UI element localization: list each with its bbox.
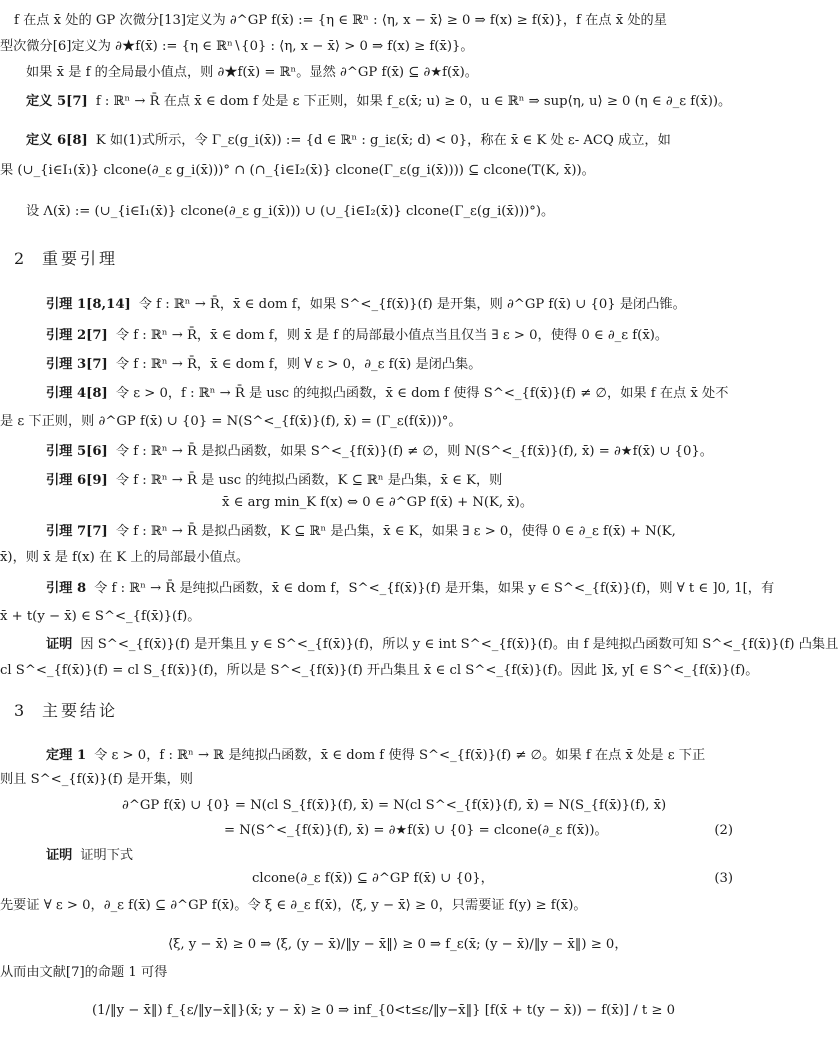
lemma-3-text: 令 f : ℝⁿ → R̄，x̄ ∈ dom f，则 ∀ ε > 0，∂_ε f(x̄) 是闭凸集。	[115, 357, 482, 372]
theorem-1	[46, 747, 749, 765]
lemma-4	[46, 385, 749, 403]
equation-5: (1/‖y − x̄‖) f_{ε/‖y−x̄‖}(x̄; y − x̄) ≥ 0 ⇒ inf_{0<t≤ε/‖y−x̄‖} [f(x̄ + t(y − x̄)) − f(x̄)] / t ≥ 0	[92, 1003, 675, 1018]
lemma-2-label: 引理 2[7]	[46, 328, 108, 343]
lemma-6	[46, 472, 749, 490]
lemma-2-text: 令 f : ℝⁿ → R̄，x̄ ∈ dom f，则 x̄ 是 f 的局部最小值点当且仅当 ∃ ε > 0，使得 0 ∈ ∂_ε f(x̄)。	[115, 328, 669, 343]
lemma-7-label: 引理 7[7]	[46, 524, 108, 539]
section-3-heading	[14, 700, 118, 722]
lemma-4-continued: 是 ε 下正则，则 ∂^GP f(x̄) ∪ {0} = N(S^<_{f(x̄)}(f), x̄) = (Γ_ε(f(x̄)))°。	[0, 414, 462, 429]
section-2-heading	[14, 248, 118, 270]
lemma-5	[46, 443, 749, 461]
lemma-7-text: 令 f : ℝⁿ → R̄ 是拟凸函数，K ⊆ ℝⁿ 是凸集，x̄ ∈ K，如果 ∃ ε > 0，使得 0 ∈ ∂_ε f(x̄) + N(K,	[115, 524, 676, 539]
theorem-1-label: 定理 1	[46, 748, 87, 763]
definition-5	[26, 93, 749, 111]
theorem-1-continued: 则且 S^<_{f(x̄)}(f) 是开集，则	[0, 772, 193, 787]
section-2-number: 2	[14, 249, 25, 268]
lemma-8-label: 引理 8	[46, 581, 87, 596]
gp-subdifferential-definition: f 在点 x̄ 处的 GP 次微分[13]定义为 ∂^GP f(x̄) := {η ∈ ℝⁿ : ⟨η, x − x̄⟩ ≥ 0 ⇒ f(x) ≥ f(x̄)}，f 在点 x̄ 处的星	[14, 13, 667, 28]
lemma-7	[46, 523, 749, 541]
proof-step-1: 先要证 ∀ ε > 0，∂_ε f(x̄) ⊆ ∂^GP f(x̄)。令 ξ ∈ ∂_ε f(x̄)，⟨ξ, y − x̄⟩ ≥ 0，只需要证 f(y) ≥ f(x̄)。	[0, 898, 587, 913]
lemma-6-text: 令 f : ℝⁿ → R̄ 是 usc 的纯拟凸函数，K ⊆ ℝⁿ 是凸集，x̄ ∈ K，则	[115, 473, 503, 488]
lemma-4-label: 引理 4[8]	[46, 386, 108, 401]
definition-6-condition: 果 (∪_{i∈I₁(x̄)} clcone(∂_ε g_i(x̄)))° ∩ (∩_{i∈I₂(x̄)} clcone(Γ_ε(g_i(x̄)))) ⊆ clcone(T(K, x̄))。	[0, 163, 595, 178]
lemma-8	[46, 580, 775, 598]
section-2-title: 重要引理	[42, 249, 119, 268]
lemma-5-label: 引理 5[6]	[46, 444, 108, 459]
lemma-6-label: 引理 6[9]	[46, 473, 108, 488]
section-3-number: 3	[14, 701, 25, 720]
theorem-1-proof	[46, 847, 749, 865]
lemma-1-label: 引理 1[8,14]	[46, 297, 131, 312]
definition-6	[26, 132, 749, 150]
proof-label: 证明	[46, 637, 73, 652]
theorem-proof-label: 证明	[46, 848, 73, 863]
equation-2-first-line: ∂^GP f(x̄) ∪ {0} = N(cl S_{f(x̄)}(f), x̄) = N(cl S^<_{f(x̄)}(f), x̄) = N(S_{f(x̄)}(f), x̄)	[122, 798, 667, 813]
lemma-8-proof-continued: cl S^<_{f(x̄)}(f) = cl S_{f(x̄)}(f)，所以是 S^<_{f(x̄)}(f) 开凸集且 x̄ ∈ cl S^<_{f(x̄)}(f)。因此 ]x̄, y[ ∈ S^<_{f(x̄)}(f)。	[0, 663, 759, 678]
lemma-6-equation: x̄ ∈ arg min_K f(x) ⇔ 0 ∈ ∂^GP f(x̄) + N(K, x̄)。	[222, 495, 534, 510]
lemma-8-continued: x̄ + t(y − x̄) ∈ S^<_{f(x̄)}(f)。	[0, 609, 201, 624]
lemma-1	[46, 296, 749, 314]
definition-5-text: f : ℝⁿ → R̄ 在点 x̄ ∈ dom f 处是 ε 下正则，如果 f_ε(x̄; u) ≥ 0，u ∈ ℝⁿ ⇒ sup⟨η, u⟩ ≥ 0 (η ∈ ∂_ε f(x̄))。	[95, 94, 732, 109]
lemma-1-text: 令 f : ℝⁿ → R̄，x̄ ∈ dom f，如果 S^<_{f(x̄)}(f) 是开集，则 ∂^GP f(x̄) ∪ {0} 是闭凸锥。	[138, 297, 686, 312]
lemma-8-proof	[46, 636, 838, 654]
theorem-proof-text: 证明下式	[80, 848, 134, 863]
theorem-1-text: 令 ε > 0，f : ℝⁿ → ℝ 是纯拟凸函数，x̄ ∈ dom f 使得 S^<_{f(x̄)}(f) ≠ ∅。如果 f 在点 x̄ 处是 ε 下正	[94, 748, 706, 763]
lemma-4-text: 令 ε > 0，f : ℝⁿ → R̄ 是 usc 的纯拟凸函数，x̄ ∈ dom f 使得 S^<_{f(x̄)}(f) ≠ ∅，如果 f 在点 x̄ 处不	[115, 386, 729, 401]
proof-text: 因 S^<_{f(x̄)}(f) 是开集且 y ∈ S^<_{f(x̄)}(f)，所以 y ∈ int S^<_{f(x̄)}(f)。由 f 是纯拟凸函数可知 S^<_{f(x̄)}(f) 凸集且	[80, 637, 838, 652]
star-subdifferential-definition: 型次微分[6]定义为 ∂★f(x̄) := {η ∈ ℝⁿ∖{0} : ⟨η, x − x̄⟩ > 0 ⇒ f(x) ≥ f(x̄)}。	[0, 39, 474, 54]
equation-4: ⟨ξ, y − x̄⟩ ≥ 0 ⇒ ⟨ξ, (y − x̄)/‖y − x̄‖⟩ ≥ 0 ⇒ f_ε(x̄; (y − x̄)/‖y − x̄‖) ≥ 0，	[168, 937, 628, 952]
lemma-3	[46, 356, 749, 374]
definition-6-label: 定义 6[8]	[26, 133, 88, 148]
global-minimum-remark: 如果 x̄ 是 f 的全局最小值点，则 ∂★f(x̄) = ℝⁿ。显然 ∂^GP f(x̄) ⊆ ∂★f(x̄)。	[26, 65, 478, 80]
lambda-definition: 设 Λ(x̄) := (∪_{i∈I₁(x̄)} clcone(∂_ε g_i(x̄))) ∪ (∪_{i∈I₂(x̄)} clcone(Γ_ε(g_i(x̄)))°)。	[26, 204, 555, 219]
equation-2-second-line: = N(S^<_{f(x̄)}(f), x̄) = ∂★f(x̄) ∪ {0} = clcone(∂_ε f(x̄))。	[224, 823, 608, 838]
equation-3: clcone(∂_ε f(x̄)) ⊆ ∂^GP f(x̄) ∪ {0}，	[252, 871, 494, 886]
section-3-title: 主要结论	[42, 701, 119, 720]
equation-2-tag: (2)	[714, 823, 733, 838]
lemma-5-text: 令 f : ℝⁿ → R̄ 是拟凸函数，如果 S^<_{f(x̄)}(f) ≠ ∅，则 N(S^<_{f(x̄)}(f), x̄) = ∂★f(x̄) ∪ {0}。	[115, 444, 713, 459]
lemma-7-continued: x̄)，则 x̄ 是 f(x) 在 K 上的局部最小值点。	[0, 550, 250, 565]
proof-step-2: 从而由文献[7]的命题 1 可得	[0, 965, 168, 980]
lemma-3-label: 引理 3[7]	[46, 357, 108, 372]
definition-5-label: 定义 5[7]	[26, 94, 88, 109]
lemma-8-text: 令 f : ℝⁿ → R̄ 是纯拟凸函数，x̄ ∈ dom f，S^<_{f(x̄)}(f) 是开集，如果 y ∈ S^<_{f(x̄)}(f)，则 ∀ t ∈ ]0, 1[，有	[94, 581, 775, 596]
definition-6-text: K 如(1)式所示，令 Γ_ε(g_i(x̄)) := {d ∈ ℝⁿ : g_iε(x̄; d) < 0}，称在 x̄ ∈ K 处 ε- ACQ 成立，如	[95, 133, 671, 148]
lemma-2	[46, 327, 749, 345]
equation-3-tag: (3)	[714, 871, 733, 886]
